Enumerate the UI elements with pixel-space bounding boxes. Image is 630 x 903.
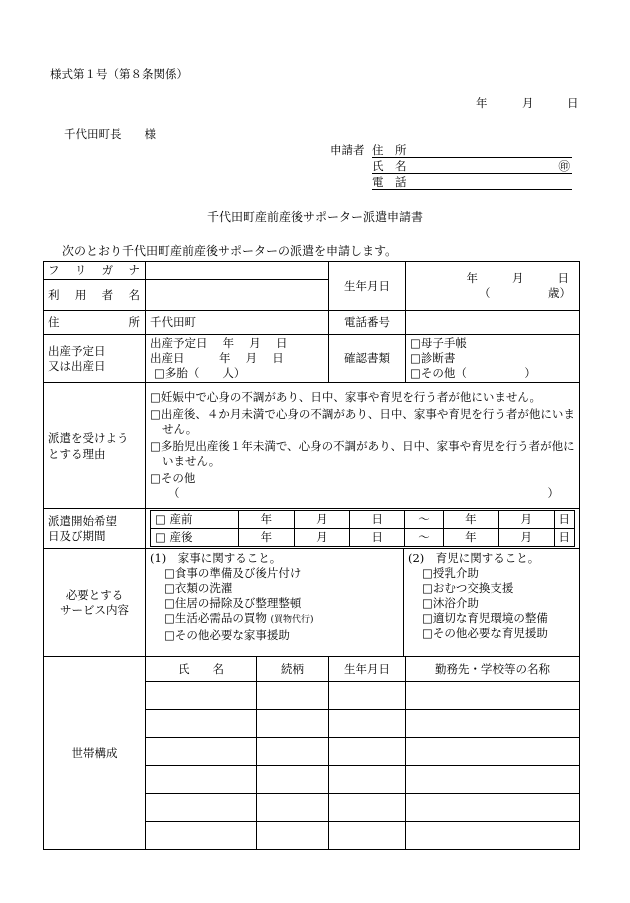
applicant-phone-label: 電 話 (372, 175, 407, 189)
childcare-checkbox-environment[interactable]: □ 適切な育児環境の整備 (422, 611, 575, 626)
date-month-label: 月 (522, 96, 534, 110)
housework-title: (1) 家事に関すること。 (150, 551, 282, 565)
household-header-name: 氏 名 (146, 657, 257, 682)
applicant-label: 申請者 (330, 143, 365, 157)
household-header-birthdate: 生年月日 (329, 657, 406, 682)
form-title: 千代田町産前産後サポーター派遣申請書 (206, 210, 423, 224)
childcare-checkbox-bathing[interactable]: □ 沐浴介助 (422, 596, 575, 611)
service-label: 必要とする サービス内容 (44, 549, 146, 657)
applicant-address-label: 住 所 (372, 143, 407, 157)
childcare-checkbox-feeding[interactable]: □ 授乳介助 (422, 566, 575, 581)
housework-checkbox-shopping[interactable]: □ 生活必需品の買物 (買物代行) (164, 611, 399, 628)
birthdate-day: 日 (557, 271, 569, 285)
form-number: 様式第１号（第８条関係） (50, 67, 188, 81)
birthdate-label: 生年月日 (329, 262, 406, 311)
birth-date-label: 出産予定日 又は出産日 (44, 335, 146, 383)
household-label: 世帯構成 (44, 657, 146, 850)
reason-label: 派遣を受けようとする理由 (44, 383, 146, 509)
date-day-label: 日 (567, 96, 579, 110)
household-header-relation: 続柄 (257, 657, 329, 682)
phone-field[interactable] (406, 311, 580, 335)
childcare-title: (2) 育児に関すること。 (408, 551, 540, 565)
reason-checkbox-other[interactable]: □ その他 (150, 471, 575, 486)
applicant-name-label: 氏 名 (372, 159, 407, 173)
housework-section (146, 549, 404, 657)
address-label: 住 所 (44, 311, 146, 335)
childcare-checkbox-diaper[interactable]: □ おむつ交換支援 (422, 581, 575, 596)
childcare-checkbox-other[interactable]: □ その他必要な育児援助 (422, 626, 575, 641)
address-field[interactable]: 千代田町 (146, 311, 329, 335)
period-field (146, 509, 580, 549)
due-date-line: 出産予定日 年 月 日 (150, 336, 288, 350)
furigana-field[interactable] (146, 262, 329, 280)
intro-text: 次のとおり千代田町産前産後サポーターの派遣を申請します。 (62, 244, 398, 258)
housework-checkbox-meal[interactable]: □ 食事の準備及び後片付け (164, 566, 399, 581)
birth-date-field[interactable] (146, 335, 329, 383)
reason-checkbox-multiple[interactable]: □ 多胎児出産後１年未満で、心身の不調があり、日中、家事や育児を行う者が他にいません。 (150, 439, 575, 469)
applicant-address-line[interactable] (372, 142, 572, 158)
addressee: 千代田町長 様 (64, 127, 156, 141)
date-year-label: 年 (476, 96, 488, 110)
age-field: （ 歳） (479, 286, 571, 300)
doc-label: 確認書類 (329, 335, 406, 383)
user-name-label: 利 用 者 名 (44, 280, 146, 311)
doc-checkbox-boshi[interactable]: □ 母子手帳 (410, 336, 575, 351)
furigana-label: フ リ ガ ナ (44, 262, 146, 280)
reason-checkbox-pregnancy[interactable]: □ 妊娠中で心身の不調があり、日中、家事や育児を行う者が他にいません。 (150, 390, 575, 405)
application-form (43, 261, 580, 850)
household-header-workplace: 勤務先・学校等の名称 (406, 657, 580, 682)
seal-mark: ㊞ (558, 159, 570, 173)
multiple-birth-checkbox[interactable]: □ 多胎（ 人） (150, 366, 324, 381)
housework-checkbox-cleaning[interactable]: □ 住居の掃除及び整理整頓 (164, 596, 399, 611)
birthdate-month: 月 (512, 271, 524, 285)
doc-checkbox-other[interactable]: □ その他（ ） (410, 366, 575, 381)
doc-options (406, 335, 580, 383)
birth-date-line: 出産日 年 月 日 (150, 351, 284, 365)
period-label: 派遣開始希望 日及び期間 (44, 509, 146, 549)
user-name-field[interactable] (146, 280, 329, 311)
period-row-prenatal[interactable]: □ 産前 年 月 日 ～ 年 月 日 (151, 511, 575, 529)
period-row-postnatal[interactable]: □ 産後 年 月 日 ～ 年 月 日 (151, 529, 575, 547)
reason-other-field[interactable]: （ ） (168, 486, 559, 500)
phone-label: 電話番号 (329, 311, 406, 335)
applicant-phone-line[interactable] (372, 174, 572, 190)
housework-checkbox-other[interactable]: □ その他必要な家事援助 (164, 628, 399, 643)
housework-checkbox-laundry[interactable]: □ 衣類の洗濯 (164, 581, 399, 596)
applicant-name-line[interactable] (372, 158, 572, 174)
doc-checkbox-diagnosis[interactable]: □ 診断書 (410, 351, 575, 366)
birthdate-year: 年 (466, 271, 478, 285)
reason-checkbox-postpartum[interactable]: □ 出産後、４か月未満で心身の不調があり、日中、家事や育児を行う者が他にいません。 (150, 407, 575, 437)
childcare-section (404, 549, 580, 657)
birthdate-field[interactable] (406, 262, 580, 311)
reason-options (146, 383, 580, 509)
